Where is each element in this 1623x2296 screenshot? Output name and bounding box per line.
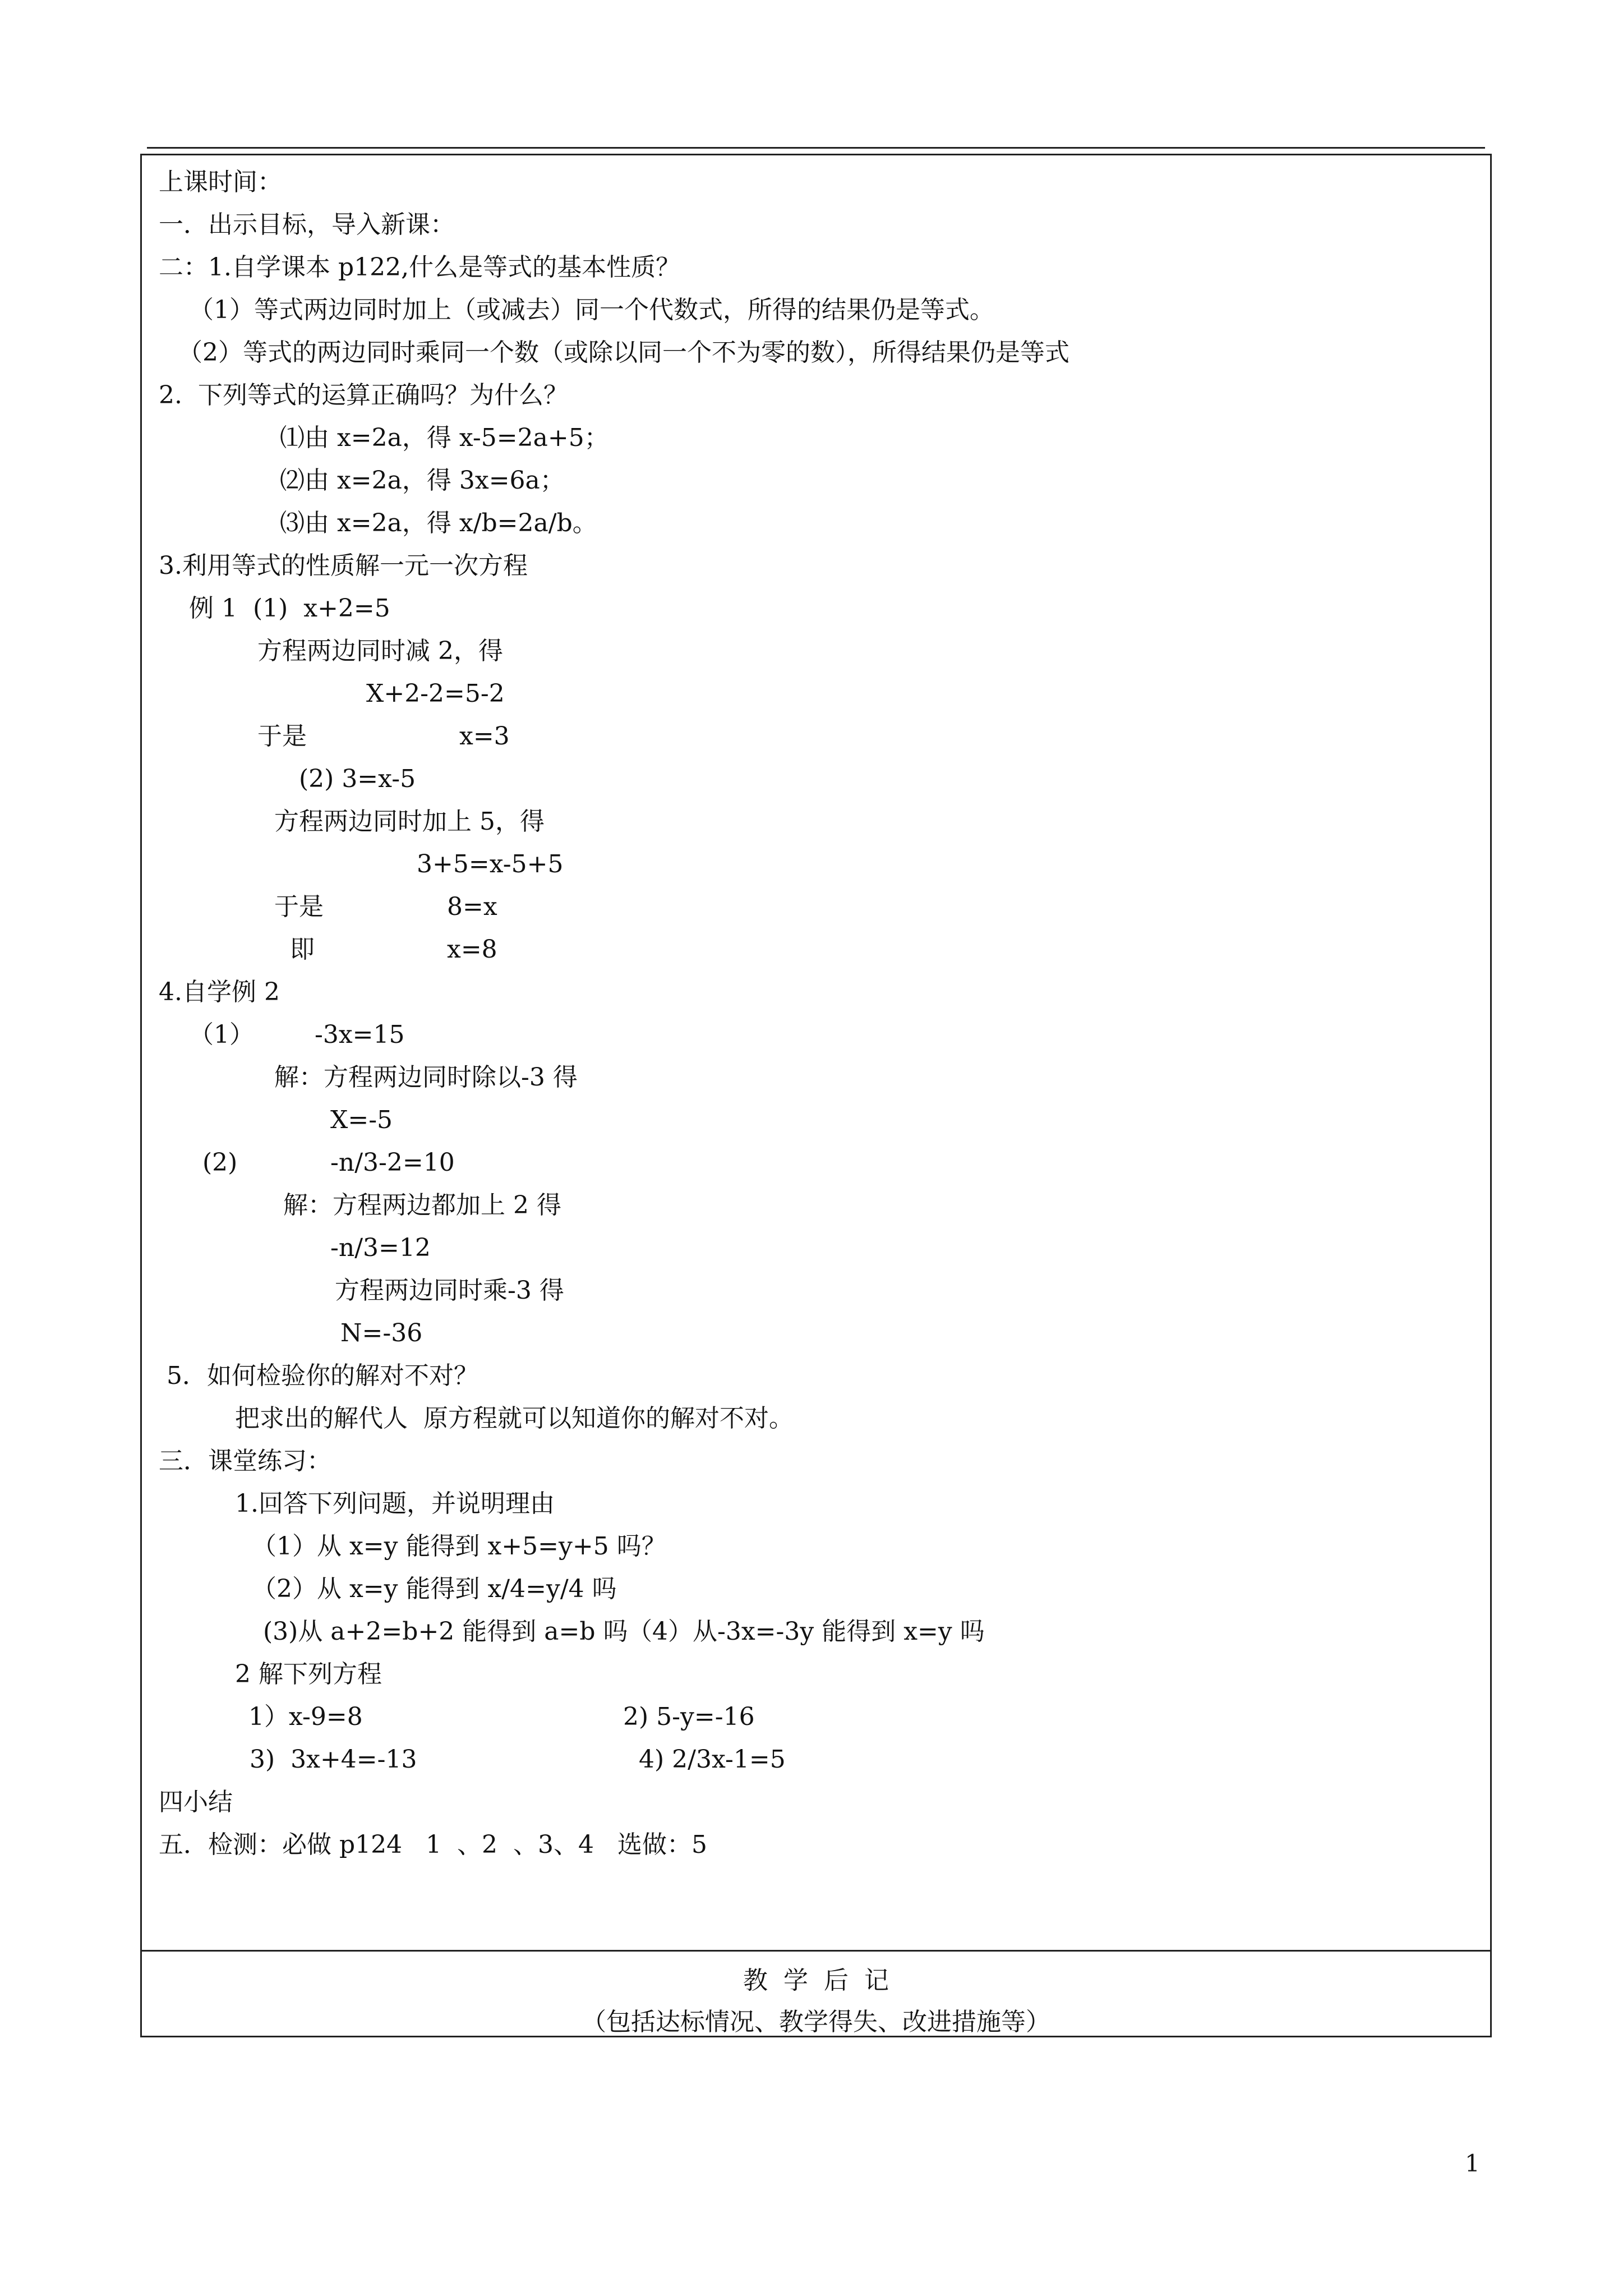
summary-heading: 四小结	[159, 1788, 233, 1816]
equation-2: 2) 5-y=-16	[623, 1703, 755, 1731]
example-2-label-1: （1）	[189, 1020, 254, 1049]
example-1-step-2: 方程两边同时加上 5，得	[274, 807, 545, 836]
example-1-problem-2: (2) 3=x-5	[299, 765, 416, 793]
question-2-heading: 2. 下列等式的运算正确吗？为什么？	[159, 381, 568, 409]
question-2-item-1: ⑴由 x=2a，得 x-5=2a+5；	[280, 424, 609, 452]
header-rule	[147, 147, 1485, 149]
example-2-solution-1: 解：方程两边同时除以-3 得	[274, 1063, 578, 1092]
section-2-heading: 二：1.自学课本 p122,什么是等式的基本性质？	[159, 253, 681, 282]
example-2-result-1: X=-5	[330, 1106, 393, 1134]
page-number: 1	[1465, 2150, 1480, 2177]
section-5-heading: 5．如何检验你的解对不对？	[167, 1361, 478, 1390]
example-1-therefore-1: 于是	[257, 722, 307, 751]
example-2-step-3: 方程两边同时乘-3 得	[335, 1276, 564, 1305]
reflection-subtitle: （包括达标情况、教学得失、改进措施等）	[582, 2008, 1050, 2036]
property-2: （2）等式的两边同时乘同一个数（或除以同一个不为零的数），所得结果仍是等式	[178, 338, 1069, 367]
example-1-result-1: x=3	[459, 722, 510, 751]
lesson-table	[140, 154, 1492, 2037]
practice-question-1: 1.回答下列问题，并说明理由	[235, 1489, 555, 1518]
example-1-equation-2: 3+5=x-5+5	[417, 850, 564, 878]
property-1: （1）等式两边同时加上（或减去）同一个代数式，所得的结果仍是等式。	[189, 296, 994, 324]
equation-4: 4) 2/3x-1=5	[639, 1745, 786, 1774]
section-5-answer: 把求出的解代人 原方程就可以知道你的解对不对。	[235, 1404, 794, 1433]
table-row-divider	[142, 1950, 1490, 1952]
section-3-heading: 3.利用等式的性质解一元一次方程	[159, 551, 528, 580]
equation-3: 3) 3x+4=-13	[250, 1745, 417, 1774]
example-2-label-2: (2)	[202, 1148, 238, 1177]
example-2-problem-1: -3x=15	[315, 1020, 405, 1049]
section-4-heading: 4.自学例 2	[159, 978, 280, 1006]
question-2-item-2: ⑵由 x=2a，得 3x=6a；	[280, 466, 565, 495]
practice-item-4: （4）从-3x=-3y 能得到 x=y 吗	[628, 1617, 985, 1646]
class-time-label: 上课时间：	[159, 168, 282, 196]
example-1-therefore-2: 于是	[274, 892, 324, 921]
practice-question-2: 2 解下列方程	[235, 1660, 382, 1688]
equation-1: 1）x-9=8	[248, 1703, 363, 1731]
example-2-result-2: N=-36	[340, 1319, 423, 1347]
example-2-solution-2: 解：方程两边都加上 2 得	[283, 1191, 561, 1220]
example-1-result-2: 8=x	[447, 892, 497, 921]
example-1-result-3: x=8	[447, 935, 497, 964]
question-2-item-3: ⑶由 x=2a，得 x/b=2a/b。	[280, 509, 597, 537]
reflection-title: 教 学 后 记	[743, 1966, 889, 1995]
example-1-equation-1: X+2-2=5-2	[366, 679, 505, 708]
practice-item-1: （1）从 x=y 能得到 x+5=y+5 吗？	[252, 1532, 666, 1561]
practice-heading: 三．课堂练习：	[159, 1447, 331, 1475]
section-1-heading: 一．出示目标，导入新课：	[159, 210, 455, 239]
example-2-step-2: -n/3=12	[330, 1234, 431, 1262]
example-1-step-1: 方程两边同时减 2，得	[257, 637, 503, 665]
example-1-problem-1: 例 1 (1) x+2=5	[189, 594, 390, 623]
practice-item-3: (3)从 a+2=b+2 能得到 a=b 吗	[263, 1617, 628, 1646]
example-2-problem-2: -n/3-2=10	[330, 1148, 455, 1177]
example-1-namely: 即	[290, 935, 315, 964]
test-heading: 五．检测：必做 p124 1 、2 、3、4 选做：5	[159, 1830, 707, 1859]
practice-item-2: （2）从 x=y 能得到 x/4=y/4 吗	[252, 1575, 617, 1603]
